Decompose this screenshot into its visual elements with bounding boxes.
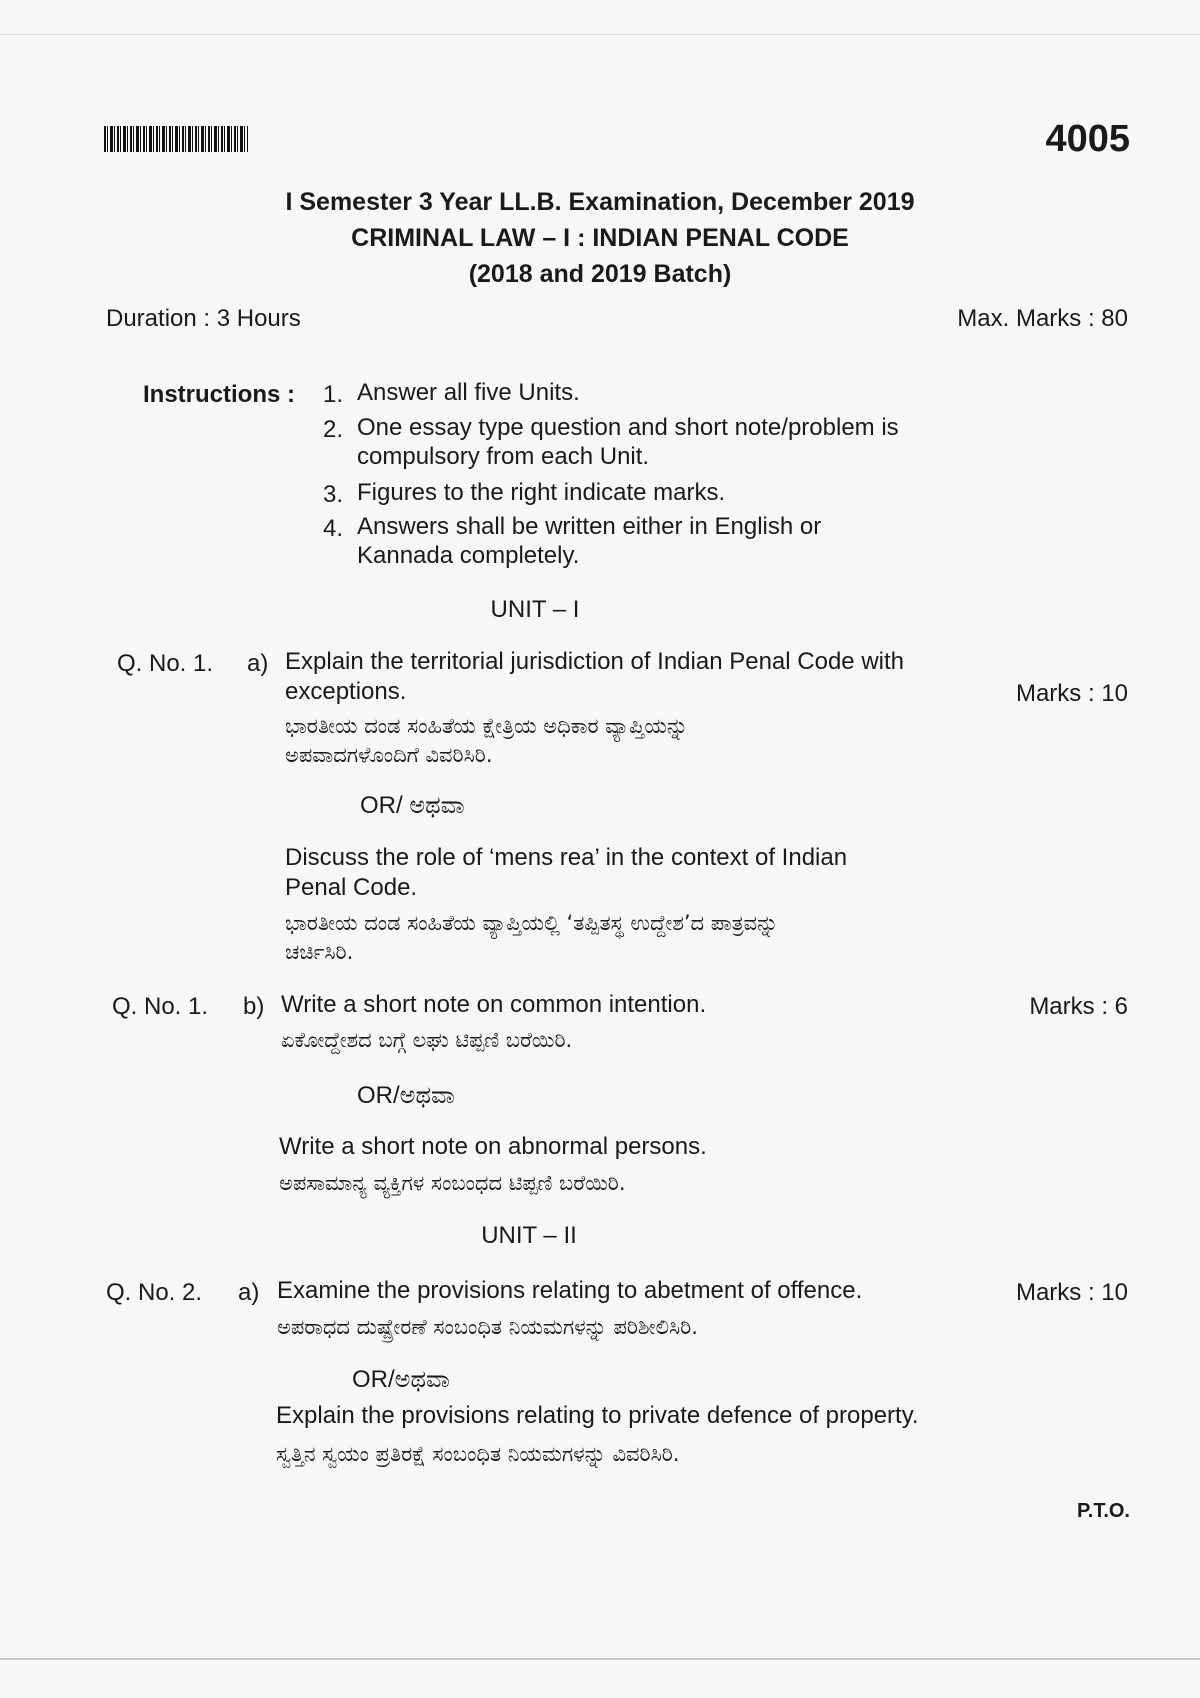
question-text-cont: Penal Code. [285,874,418,901]
question-part: a) [238,1279,260,1306]
question-text: Examine the provisions relating to abetment of offence. [277,1277,863,1304]
page-bottom-edge [0,1658,1200,1660]
kannada-text: ಅಪವಾದಗಳೊಂದಿಗೆ ವಿವರಿಸಿರಿ. [285,743,493,767]
kannada-text: ಅಪಸಾಮಾನ್ಯ ವ್ಯಕ್ತಿಗಳ ಸಂಬಂಧದ ಟಿಪ್ಪಣಿ ಬರೆಯಿರಿ. [279,1171,626,1195]
unit-heading: UNIT – I [490,596,580,623]
barcode [104,126,248,152]
exam-title: I Semester 3 Year LL.B. Examination, December 2019 [285,188,915,216]
instruction-text-cont: compulsory from each Unit. [357,443,650,470]
instruction-text: Answers shall be written either in English or [357,513,822,540]
batch-line: (2018 and 2019 Batch) [468,260,732,288]
kannada-text: ಏಕೋದ್ದೇಶದ ಬಗ್ಗೆ ಲಘು ಟಿಪ್ಪಣಿ ಬರೆಯಿರಿ. [281,1028,573,1052]
or-label: OR/ ಅಥವಾ [360,792,465,819]
instruction-text-cont: Kannada completely. [357,542,580,569]
max-marks: Max. Marks : 80 [957,305,1128,332]
instruction-num: 4. [323,515,344,542]
instructions-label: Instructions : [143,381,296,408]
question-text: Explain the territorial jurisdiction of Indian Penal Code with [285,648,904,675]
instruction-text: Answer all five Units. [357,379,580,406]
question-number: Q. No. 1. [112,993,209,1020]
kannada-text: ಅಪರಾಧದ ದುಷ್ಪ್ರೇರಣೆ ಸಂಬಂಧಿತ ನಿಯಮಗಳನ್ನು ಪರಿಶೀಲಿಸಿರಿ. [277,1315,698,1339]
kannada-text: ಸ್ವತ್ತಿನ ಸ್ವಯಂ ಪ್ರತಿರಕ್ಷೆ ಸಂಬಂಧಿತ ನಿಯಮಗಳನ್ನು ವಿವರಿಸಿರಿ. [276,1442,680,1466]
question-text-cont: exceptions. [285,678,407,705]
question-part: a) [247,650,269,677]
question-text: Write a short note on common intention. [281,991,707,1018]
kannada-text: ಭಾರತೀಯ ದಂಡ ಸಂಹಿತೆಯ ಕ್ಷೇತ್ರಿಯ ಅಧಿಕಾರ ವ್ಯಾಪ್ತಿಯನ್ನು [285,714,689,738]
question-part: b) [243,993,265,1020]
marks: Marks : 6 [1029,993,1128,1020]
instruction-text: Figures to the right indicate marks. [357,479,726,506]
paper-code: 4005 [1045,118,1130,160]
or-label: OR/ಅಥವಾ [352,1366,450,1393]
scan-edge [0,34,1200,35]
question-text: Write a short note on abnormal persons. [279,1133,707,1160]
question-number: Q. No. 2. [106,1279,203,1306]
kannada-text: ಚರ್ಚಿಸಿರಿ. [285,940,354,964]
subject-title: CRIMINAL LAW – I : INDIAN PENAL CODE [351,224,849,252]
question-number: Q. No. 1. [117,650,214,677]
kannada-text: ಭಾರತೀಯ ದಂಡ ಸಂಹಿತೆಯ ವ್ಯಾಪ್ತಿಯಲ್ಲಿ ‘ತಪ್ಪಿತಸ್ಥ ಉದ್ದೇಶ’ದ ಪಾತ್ರವನ್ನು [285,911,779,935]
or-label: OR/ಅಥವಾ [357,1082,455,1109]
pto-label: P.T.O. [1077,1500,1130,1522]
instruction-num: 3. [323,481,344,508]
duration: Duration : 3 Hours [106,305,301,332]
question-text: Explain the provisions relating to private defence of property. [276,1402,919,1429]
marks: Marks : 10 [1015,680,1128,707]
instruction-num: 2. [323,416,344,443]
instruction-num: 1. [323,381,344,408]
question-text: Discuss the role of ‘mens rea’ in the context of Indian [285,844,848,871]
marks: Marks : 10 [1015,1279,1128,1306]
instruction-text: One essay type question and short note/problem is [357,414,899,441]
unit-heading: UNIT – II [481,1222,577,1249]
